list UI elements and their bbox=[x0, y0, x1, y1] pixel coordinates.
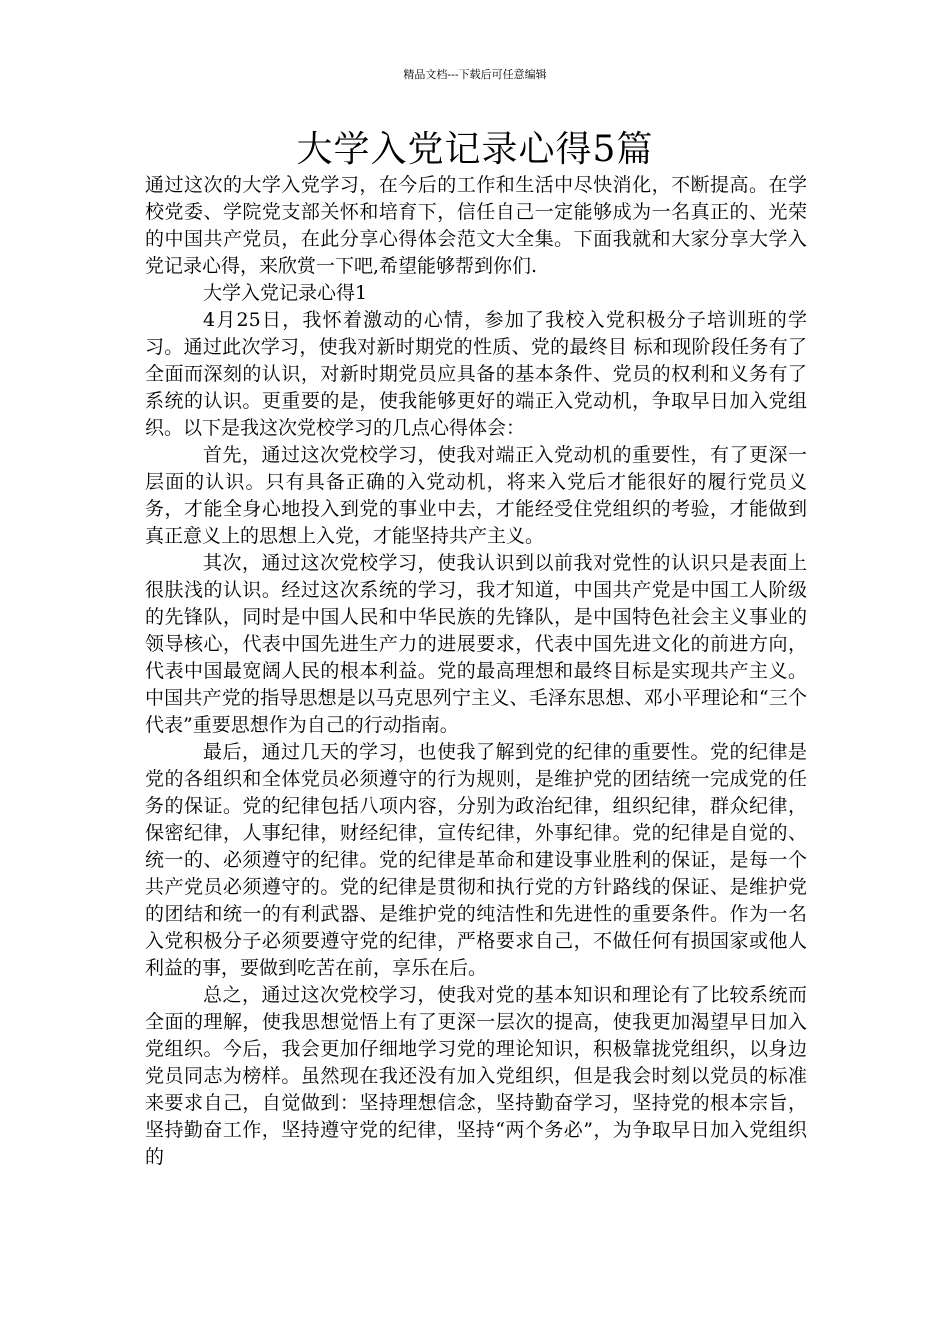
body-paragraph: 其次，通过这次党校学习，使我认识到以前我对党性的认识只是表面上很肤浅的认识。经过这次系统的学习，我才知道，中国共产党是中国工人阶级的先锋队，同时是中国人民和中华民族的先锋队，是中国特色社会主义事业的领导核心，代表中国先进生产力的进展要求，代表中国先进文化的前进方向，代表中国最宽阔人民的根本利益。党的最高理想和最终目标是实现共产主义。中国共产党的指导思想是以马克思列宁主义、毛泽东思想、邓小平理论和“三个代表”重要思想作为自己的行动指南。 bbox=[145, 552, 807, 736]
page-header: 精品文档---下载后可任意编辑 bbox=[403, 68, 547, 81]
body-paragraph: 总之，通过这次党校学习，使我对党的基本知识和理论有了比较系统而全面的理解，使我思想觉悟上有了更深一层次的提高，使我更加渴望早日加入党组织。今后，我会更加仔细地学习党的理论知识，积极靠拢党组织，以身边党员同志为榜样。虽然现在我还没有加入党组织，但是我会时刻以党员的标准来要求自己，自觉做到：坚持理想信念，坚持勤奋学习，坚持党的根本宗旨，坚持勤奋工作，坚持遵守党的纪律，坚持“两个务必”，为争取早日加入党组织的 bbox=[145, 984, 807, 1168]
document-title: 大学入党记录心得5篇 bbox=[296, 129, 654, 170]
body-paragraph: 首先，通过这次党校学习，使我对端正入党动机的重要性，有了更深一层面的认识。只有具备正确的入党动机，将来入党后才能很好的履行党员义务，才能全身心地投入到党的事业中去，才能经受住党组织的考验，才能做到真正意义上的思想上入党，才能坚持共产主义。 bbox=[145, 444, 807, 547]
intro-paragraph: 通过这次的大学入党学习，在今后的工作和生活中尽快消化，不断提高。在学校党委、学院党支部关怀和培育下，信任自己一定能够成为一名真正的、光荣的中国共产党员，在此分享心得体会范文大全集。下面我就和大家分享大学入党记录心得，来欣赏一下吧,希望能够帮到你们. bbox=[145, 174, 807, 277]
section-heading: 大学入党记录心得1 bbox=[203, 282, 368, 304]
body-paragraph: 最后，通过几天的学习，也使我了解到党的纪律的重要性。党的纪律是党的各组织和全体党员必须遵守的行为规则，是维护党的团结统一完成党的任务的保证。党的纪律包括八项内容，分别为政治纪律，组织纪律，群众纪律，保密纪律，人事纪律，财经纪律，宣传纪律，外事纪律。党的纪律是自觉的、统一的、必须遵守的纪律。党的纪律是革命和建设事业胜利的保证，是每一个共产党员必须遵守的。党的纪律是贯彻和执行党的方针路线的保证、是维护党的团结和统一的有利武器、是维护党的纯洁性和先进性的重要条件。作为一名入党积极分子必须要遵守党的纪律，严格要求自己，不做任何有损国家或他人利益的事，要做到吃苦在前，享乐在后。 bbox=[145, 741, 807, 979]
document-body bbox=[145, 172, 807, 1171]
body-paragraph: 4月25日，我怀着激动的心情，参加了我校入党积极分子培训班的学习。通过此次学习，使我对新时期党的性质、党的最终目 标和现阶段任务有了全面而深刻的认识，对新时期党员应具备的基本条件、党员的权利和义务有了系统的认识。更重要的是，使我能够更好的端正入党动机，争取早日加入党组织。以下是我这次党校学习的几点心得体会： bbox=[145, 309, 807, 439]
